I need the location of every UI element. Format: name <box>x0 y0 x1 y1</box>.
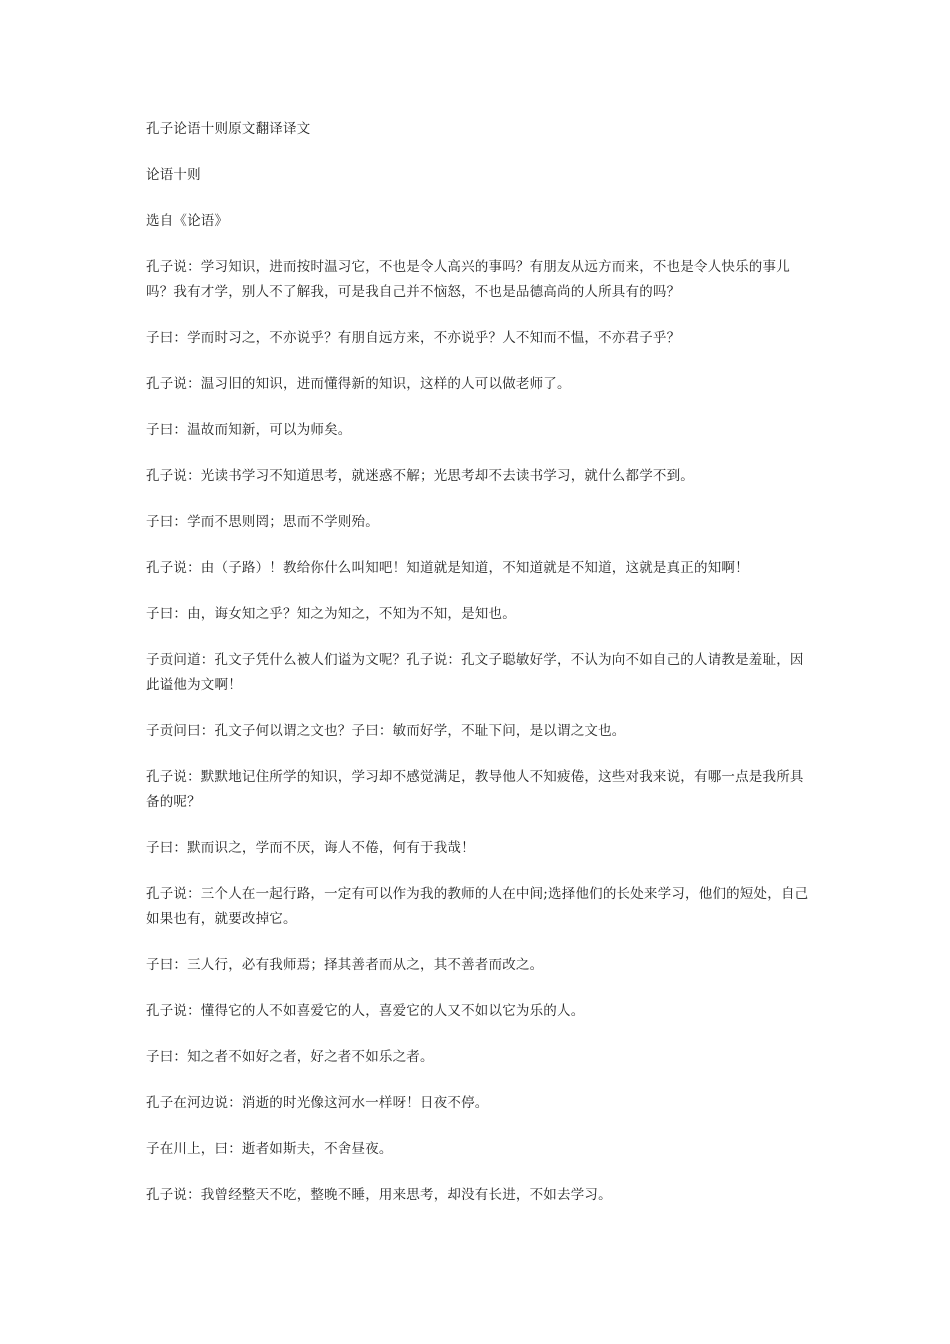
paragraph-13: 孔子说：三个人在一起行路，一定有可以作为我的教师的人在中间;选择他们的长处来学习，他们的短处，自己如果也有，就要改掉它。 <box>146 886 809 927</box>
paragraph-12: 子曰：默而识之，学而不厌，诲人不倦，何有于我哉！ <box>146 840 475 856</box>
document-body <box>146 117 814 1229</box>
paragraph-19: 孔子说：我曾经整天不吃，整晚不睡，用来思考，却没有长进，不如去学习。 <box>146 1187 612 1203</box>
paragraph-4: 子曰：温故而知新，可以为师矣。 <box>146 422 352 438</box>
source-line: 选自《论语》 <box>146 213 229 229</box>
paragraph-10: 子贡问曰：孔文子何以谓之文也？子曰：敏而好学，不耻下问，是以谓之文也。 <box>146 723 626 739</box>
paragraph-16: 子曰：知之者不如好之者，好之者不如乐之者。 <box>146 1049 434 1065</box>
paragraph-5: 孔子说：光读书学习不知道思考，就迷惑不解；光思考却不去读书学习，就什么都学不到。 <box>146 468 694 484</box>
paragraph-17: 孔子在河边说：消逝的时光像这河水一样呀！日夜不停。 <box>146 1095 489 1111</box>
paragraph-7: 孔子说：由（子路）！教给你什么叫知吧！知道就是知道，不知道就是不知道，这就是真正的知啊！ <box>146 560 749 576</box>
paragraph-9: 子贡问道：孔文子凭什么被人们谥为文呢？孔子说：孔文子聪敏好学，不认为向不如自己的人请教是羞耻，因此谥他为文啊！ <box>146 652 804 693</box>
paragraph-6: 子曰：学而不思则罔；思而不学则殆。 <box>146 514 379 530</box>
paragraph-1: 孔子说：学习知识，进而按时温习它，不也是令人高兴的事吗？有朋友从远方而来，不也是令人快乐的事儿吗？我有才学，别人不了解我，可是我自己并不恼怒，不也是品德高尚的人所具有的吗？ <box>146 259 790 300</box>
paragraph-14: 子曰：三人行，必有我师焉；择其善者而从之，其不善者而改之。 <box>146 957 544 973</box>
section-heading: 论语十则 <box>146 167 201 183</box>
paragraph-8: 子曰：由，诲女知之乎？知之为知之，不知为不知，是知也。 <box>146 606 516 622</box>
paragraph-3: 孔子说：温习旧的知识，进而懂得新的知识，这样的人可以做老师了。 <box>146 376 571 392</box>
paragraph-11: 孔子说：默默地记住所学的知识，学习却不感觉满足，教导他人不知疲倦，这些对我来说，有哪一点是我所具备的呢？ <box>146 769 804 810</box>
paragraph-15: 孔子说：懂得它的人不如喜爱它的人，喜爱它的人又不如以它为乐的人。 <box>146 1003 585 1019</box>
paragraph-2: 子曰：学而时习之，不亦说乎？有朋自远方来，不亦说乎？人不知而不愠，不亦君子乎？ <box>146 330 681 346</box>
document-title: 孔子论语十则原文翻译译文 <box>146 121 311 137</box>
paragraph-18: 子在川上，曰：逝者如斯夫，不舍昼夜。 <box>146 1141 393 1157</box>
